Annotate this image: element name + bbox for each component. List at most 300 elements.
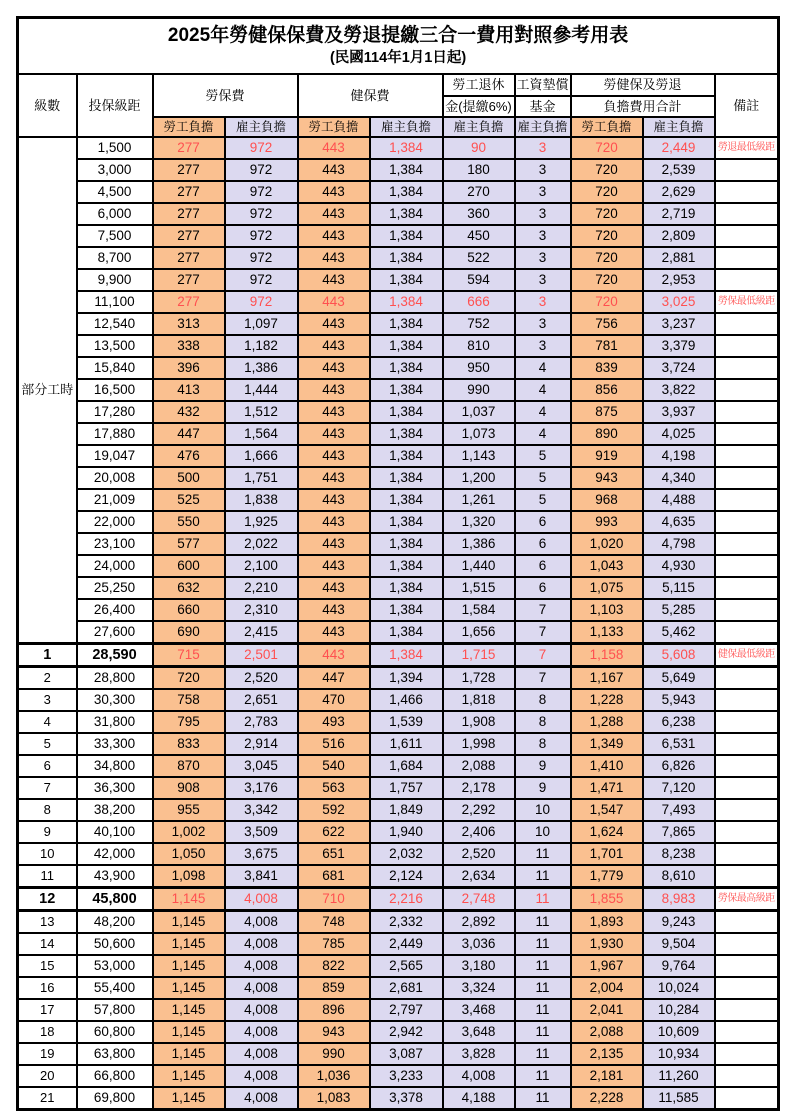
bracket-cell: 53,000 <box>77 955 153 977</box>
bracket-cell: 4,500 <box>77 181 153 203</box>
bracket-cell: 23,100 <box>77 533 153 555</box>
value-cell: 972 <box>225 247 298 269</box>
value-cell: 7,493 <box>643 799 715 821</box>
bracket-cell: 3,000 <box>77 159 153 181</box>
note-cell <box>715 225 779 247</box>
value-cell: 3 <box>515 335 571 357</box>
value-cell: 3,724 <box>643 357 715 379</box>
value-cell: 443 <box>298 137 370 159</box>
value-cell: 5,649 <box>643 667 715 690</box>
value-cell: 476 <box>153 445 225 467</box>
value-cell: 4,008 <box>225 955 298 977</box>
value-cell: 2,681 <box>370 977 443 999</box>
subheader-labor-employer: 雇主負擔 <box>225 117 298 137</box>
value-cell: 4,008 <box>225 1065 298 1087</box>
value-cell: 443 <box>298 181 370 203</box>
table-row <box>18 1043 779 1065</box>
value-cell: 1,228 <box>571 689 643 711</box>
value-cell: 10 <box>515 821 571 843</box>
table-row <box>18 733 779 755</box>
table-row <box>18 843 779 865</box>
value-cell: 1,384 <box>370 225 443 247</box>
value-cell: 720 <box>571 291 643 313</box>
value-cell: 990 <box>443 379 515 401</box>
value-cell: 972 <box>225 291 298 313</box>
col-header-wage-fund-line1: 工資墊償 <box>515 74 571 96</box>
value-cell: 277 <box>153 159 225 181</box>
value-cell: 443 <box>298 644 370 667</box>
value-cell: 277 <box>153 269 225 291</box>
value-cell: 443 <box>298 423 370 445</box>
value-cell: 1,083 <box>298 1087 370 1110</box>
value-cell: 3,180 <box>443 955 515 977</box>
value-cell: 1,818 <box>443 689 515 711</box>
value-cell: 1,893 <box>571 911 643 934</box>
value-cell: 3,176 <box>225 777 298 799</box>
value-cell: 756 <box>571 313 643 335</box>
page-subtitle: (民國114年1月1日起) <box>329 50 467 66</box>
level-cell: 8 <box>18 799 77 821</box>
bracket-cell: 16,500 <box>77 379 153 401</box>
value-cell: 715 <box>153 644 225 667</box>
value-cell: 1,384 <box>370 489 443 511</box>
note-cell <box>715 933 779 955</box>
value-cell: 1,145 <box>153 1087 225 1110</box>
value-cell: 7 <box>515 644 571 667</box>
value-cell: 1,666 <box>225 445 298 467</box>
value-cell: 6 <box>515 555 571 577</box>
value-cell: 1,384 <box>370 644 443 667</box>
value-cell: 443 <box>298 599 370 621</box>
value-cell: 450 <box>443 225 515 247</box>
value-cell: 11 <box>515 955 571 977</box>
subheader-total-employer: 雇主負擔 <box>643 117 715 137</box>
note-cell <box>715 269 779 291</box>
value-cell: 839 <box>571 357 643 379</box>
note-cell <box>715 357 779 379</box>
value-cell: 3 <box>515 225 571 247</box>
value-cell: 277 <box>153 247 225 269</box>
value-cell: 2,332 <box>370 911 443 934</box>
value-cell: 1,384 <box>370 181 443 203</box>
value-cell: 10 <box>515 799 571 821</box>
value-cell: 396 <box>153 357 225 379</box>
value-cell: 1,384 <box>370 533 443 555</box>
bracket-cell: 45,800 <box>77 888 153 911</box>
value-cell: 1,384 <box>370 203 443 225</box>
value-cell: 1,384 <box>370 247 443 269</box>
note-cell <box>715 203 779 225</box>
part-time-group-label: 部分工時 <box>18 137 77 644</box>
value-cell: 859 <box>298 977 370 999</box>
table-row <box>18 225 779 247</box>
value-cell: 2,809 <box>643 225 715 247</box>
value-cell: 810 <box>443 335 515 357</box>
value-cell: 2,228 <box>571 1087 643 1110</box>
table-row <box>18 999 779 1021</box>
value-cell: 550 <box>153 511 225 533</box>
note-cell: 勞退最低級距 <box>715 137 779 159</box>
value-cell: 4,008 <box>443 1065 515 1087</box>
value-cell: 1,043 <box>571 555 643 577</box>
note-cell <box>715 159 779 181</box>
value-cell: 2,210 <box>225 577 298 599</box>
col-header-total-line1: 勞健保及勞退 <box>571 74 715 96</box>
value-cell: 4,198 <box>643 445 715 467</box>
value-cell: 1,940 <box>370 821 443 843</box>
bracket-cell: 28,590 <box>77 644 153 667</box>
value-cell: 3 <box>515 203 571 225</box>
bracket-cell: 26,400 <box>77 599 153 621</box>
value-cell: 6 <box>515 511 571 533</box>
value-cell: 3,025 <box>643 291 715 313</box>
value-cell: 890 <box>571 423 643 445</box>
col-header-pension-line2: 金(提繳6%) <box>443 96 515 117</box>
value-cell: 758 <box>153 689 225 711</box>
value-cell: 1,624 <box>571 821 643 843</box>
note-cell <box>715 599 779 621</box>
value-cell: 2,520 <box>443 843 515 865</box>
value-cell: 2,719 <box>643 203 715 225</box>
value-cell: 6,531 <box>643 733 715 755</box>
value-cell: 7,120 <box>643 777 715 799</box>
value-cell: 1,020 <box>571 533 643 555</box>
value-cell: 710 <box>298 888 370 911</box>
bracket-cell: 31,800 <box>77 711 153 733</box>
value-cell: 3,233 <box>370 1065 443 1087</box>
value-cell: 3,937 <box>643 401 715 423</box>
value-cell: 1,073 <box>443 423 515 445</box>
value-cell: 3,087 <box>370 1043 443 1065</box>
value-cell: 1,103 <box>571 599 643 621</box>
table-row <box>18 711 779 733</box>
value-cell: 7,865 <box>643 821 715 843</box>
value-cell: 563 <box>298 777 370 799</box>
value-cell: 752 <box>443 313 515 335</box>
value-cell: 443 <box>298 313 370 335</box>
value-cell: 277 <box>153 203 225 225</box>
value-cell: 1,384 <box>370 137 443 159</box>
bracket-cell: 9,900 <box>77 269 153 291</box>
value-cell: 443 <box>298 511 370 533</box>
value-cell: 1,145 <box>153 1021 225 1043</box>
value-cell: 4,025 <box>643 423 715 445</box>
value-cell: 3 <box>515 291 571 313</box>
value-cell: 2,797 <box>370 999 443 1021</box>
value-cell: 972 <box>225 225 298 247</box>
value-cell: 1,384 <box>370 577 443 599</box>
table-row <box>18 181 779 203</box>
value-cell: 600 <box>153 555 225 577</box>
value-cell: 1,002 <box>153 821 225 843</box>
value-cell: 2,539 <box>643 159 715 181</box>
value-cell: 1,611 <box>370 733 443 755</box>
bracket-cell: 6,000 <box>77 203 153 225</box>
value-cell: 522 <box>443 247 515 269</box>
value-cell: 1,036 <box>298 1065 370 1087</box>
note-cell <box>715 911 779 934</box>
value-cell: 2,565 <box>370 955 443 977</box>
bracket-cell: 28,800 <box>77 667 153 690</box>
table-row <box>18 291 779 313</box>
table-row <box>18 933 779 955</box>
value-cell: 2,100 <box>225 555 298 577</box>
value-cell: 3 <box>515 313 571 335</box>
value-cell: 1,701 <box>571 843 643 865</box>
note-cell <box>715 181 779 203</box>
value-cell: 972 <box>225 203 298 225</box>
value-cell: 360 <box>443 203 515 225</box>
value-cell: 1,384 <box>370 467 443 489</box>
level-cell: 18 <box>18 1021 77 1043</box>
value-cell: 2,032 <box>370 843 443 865</box>
value-cell: 1,584 <box>443 599 515 621</box>
table-row <box>18 977 779 999</box>
level-cell: 21 <box>18 1087 77 1110</box>
bracket-cell: 27,600 <box>77 621 153 644</box>
bracket-cell: 1,500 <box>77 137 153 159</box>
value-cell: 1,384 <box>370 291 443 313</box>
table-row <box>18 511 779 533</box>
bracket-cell: 43,900 <box>77 865 153 888</box>
note-cell <box>715 955 779 977</box>
level-cell: 2 <box>18 667 77 690</box>
value-cell: 4,008 <box>225 1043 298 1065</box>
note-cell <box>715 999 779 1021</box>
value-cell: 1,145 <box>153 911 225 934</box>
value-cell: 1,444 <box>225 379 298 401</box>
value-cell: 1,145 <box>153 1065 225 1087</box>
note-cell <box>715 335 779 357</box>
value-cell: 11 <box>515 1065 571 1087</box>
value-cell: 5,608 <box>643 644 715 667</box>
value-cell: 3,378 <box>370 1087 443 1110</box>
table-row <box>18 203 779 225</box>
table-row <box>18 357 779 379</box>
table-row <box>18 159 779 181</box>
bracket-cell: 60,800 <box>77 1021 153 1043</box>
value-cell: 833 <box>153 733 225 755</box>
note-cell <box>715 821 779 843</box>
value-cell: 8 <box>515 711 571 733</box>
value-cell: 525 <box>153 489 225 511</box>
table-row <box>18 599 779 621</box>
value-cell: 6,238 <box>643 711 715 733</box>
value-cell: 9 <box>515 755 571 777</box>
value-cell: 277 <box>153 181 225 203</box>
value-cell: 2,914 <box>225 733 298 755</box>
value-cell: 4,008 <box>225 888 298 911</box>
value-cell: 2,292 <box>443 799 515 821</box>
value-cell: 972 <box>225 269 298 291</box>
table-row <box>18 1065 779 1087</box>
table-row <box>18 667 779 690</box>
value-cell: 10,934 <box>643 1043 715 1065</box>
level-cell: 1 <box>18 644 77 667</box>
value-cell: 1,384 <box>370 159 443 181</box>
bracket-cell: 24,000 <box>77 555 153 577</box>
value-cell: 1,133 <box>571 621 643 644</box>
value-cell: 2,449 <box>643 137 715 159</box>
bracket-cell: 21,009 <box>77 489 153 511</box>
note-cell <box>715 511 779 533</box>
note-cell <box>715 799 779 821</box>
value-cell: 1,384 <box>370 599 443 621</box>
value-cell: 516 <box>298 733 370 755</box>
value-cell: 720 <box>571 247 643 269</box>
value-cell: 2,088 <box>443 755 515 777</box>
value-cell: 11 <box>515 1087 571 1110</box>
value-cell: 3,342 <box>225 799 298 821</box>
col-header-level: 級數 <box>18 74 77 137</box>
value-cell: 277 <box>153 291 225 313</box>
value-cell: 720 <box>571 203 643 225</box>
table-row <box>18 269 779 291</box>
value-cell: 1,097 <box>225 313 298 335</box>
value-cell: 4,930 <box>643 555 715 577</box>
value-cell: 896 <box>298 999 370 1021</box>
bracket-cell: 13,500 <box>77 335 153 357</box>
value-cell: 5,462 <box>643 621 715 644</box>
col-header-note: 備註 <box>715 74 779 137</box>
value-cell: 443 <box>298 621 370 644</box>
value-cell: 1,145 <box>153 933 225 955</box>
value-cell: 990 <box>298 1043 370 1065</box>
subheader-wage-fund-employer: 雇主負擔 <box>515 117 571 137</box>
value-cell: 594 <box>443 269 515 291</box>
value-cell: 1,384 <box>370 555 443 577</box>
value-cell: 1,145 <box>153 999 225 1021</box>
value-cell: 2,124 <box>370 865 443 888</box>
header-row-1 <box>18 74 779 96</box>
value-cell: 180 <box>443 159 515 181</box>
note-cell: 健保最低級距 <box>715 644 779 667</box>
value-cell: 1,098 <box>153 865 225 888</box>
note-cell <box>715 1087 779 1110</box>
value-cell: 3,841 <box>225 865 298 888</box>
value-cell: 950 <box>443 357 515 379</box>
level-cell: 20 <box>18 1065 77 1087</box>
value-cell: 1,757 <box>370 777 443 799</box>
value-cell: 1,261 <box>443 489 515 511</box>
value-cell: 2,415 <box>225 621 298 644</box>
value-cell: 3,324 <box>443 977 515 999</box>
value-cell: 447 <box>298 667 370 690</box>
note-cell <box>715 777 779 799</box>
bracket-cell: 40,100 <box>77 821 153 843</box>
value-cell: 443 <box>298 269 370 291</box>
value-cell: 720 <box>153 667 225 690</box>
level-cell: 15 <box>18 955 77 977</box>
value-cell: 11,260 <box>643 1065 715 1087</box>
value-cell: 2,881 <box>643 247 715 269</box>
value-cell: 4,008 <box>225 911 298 934</box>
value-cell: 2,216 <box>370 888 443 911</box>
value-cell: 1,779 <box>571 865 643 888</box>
value-cell: 3,036 <box>443 933 515 955</box>
value-cell: 11 <box>515 911 571 934</box>
value-cell: 632 <box>153 577 225 599</box>
value-cell: 4 <box>515 357 571 379</box>
value-cell: 2,953 <box>643 269 715 291</box>
subheader-total-employee: 勞工負擔 <box>571 117 643 137</box>
value-cell: 622 <box>298 821 370 843</box>
level-cell: 6 <box>18 755 77 777</box>
value-cell: 10,024 <box>643 977 715 999</box>
col-header-total-line2: 負擔費用合計 <box>571 96 715 117</box>
value-cell: 2,942 <box>370 1021 443 1043</box>
note-cell <box>715 555 779 577</box>
table-row <box>18 489 779 511</box>
table-row <box>18 1021 779 1043</box>
table-row <box>18 955 779 977</box>
value-cell: 666 <box>443 291 515 313</box>
value-cell: 9,764 <box>643 955 715 977</box>
value-cell: 8 <box>515 689 571 711</box>
value-cell: 7 <box>515 667 571 690</box>
bracket-cell: 17,880 <box>77 423 153 445</box>
bracket-cell: 55,400 <box>77 977 153 999</box>
value-cell: 795 <box>153 711 225 733</box>
value-cell: 443 <box>298 379 370 401</box>
value-cell: 720 <box>571 181 643 203</box>
value-cell: 1,145 <box>153 977 225 999</box>
value-cell: 1,925 <box>225 511 298 533</box>
value-cell: 681 <box>298 865 370 888</box>
value-cell: 943 <box>571 467 643 489</box>
value-cell: 2,783 <box>225 711 298 733</box>
value-cell: 4,008 <box>225 999 298 1021</box>
table-row <box>18 577 779 599</box>
value-cell: 1,751 <box>225 467 298 489</box>
value-cell: 6,826 <box>643 755 715 777</box>
value-cell: 1,320 <box>443 511 515 533</box>
value-cell: 443 <box>298 445 370 467</box>
value-cell: 443 <box>298 467 370 489</box>
value-cell: 943 <box>298 1021 370 1043</box>
col-header-wage-fund-line2: 基金 <box>515 96 571 117</box>
note-cell <box>715 621 779 644</box>
value-cell: 720 <box>571 159 643 181</box>
value-cell: 781 <box>571 335 643 357</box>
value-cell: 4,008 <box>225 933 298 955</box>
value-cell: 1,075 <box>571 577 643 599</box>
note-cell <box>715 423 779 445</box>
note-cell <box>715 247 779 269</box>
bracket-cell: 48,200 <box>77 911 153 934</box>
value-cell: 720 <box>571 225 643 247</box>
value-cell: 955 <box>153 799 225 821</box>
value-cell: 748 <box>298 911 370 934</box>
value-cell: 875 <box>571 401 643 423</box>
value-cell: 1,515 <box>443 577 515 599</box>
table-row <box>18 247 779 269</box>
bracket-cell: 12,540 <box>77 313 153 335</box>
value-cell: 1,384 <box>370 335 443 357</box>
value-cell: 9,243 <box>643 911 715 934</box>
value-cell: 1,855 <box>571 888 643 911</box>
value-cell: 5,285 <box>643 599 715 621</box>
value-cell: 443 <box>298 577 370 599</box>
value-cell: 3 <box>515 137 571 159</box>
value-cell: 443 <box>298 335 370 357</box>
value-cell: 3,379 <box>643 335 715 357</box>
bracket-cell: 50,600 <box>77 933 153 955</box>
value-cell: 90 <box>443 137 515 159</box>
value-cell: 1,200 <box>443 467 515 489</box>
value-cell: 10,609 <box>643 1021 715 1043</box>
value-cell: 1,410 <box>571 755 643 777</box>
